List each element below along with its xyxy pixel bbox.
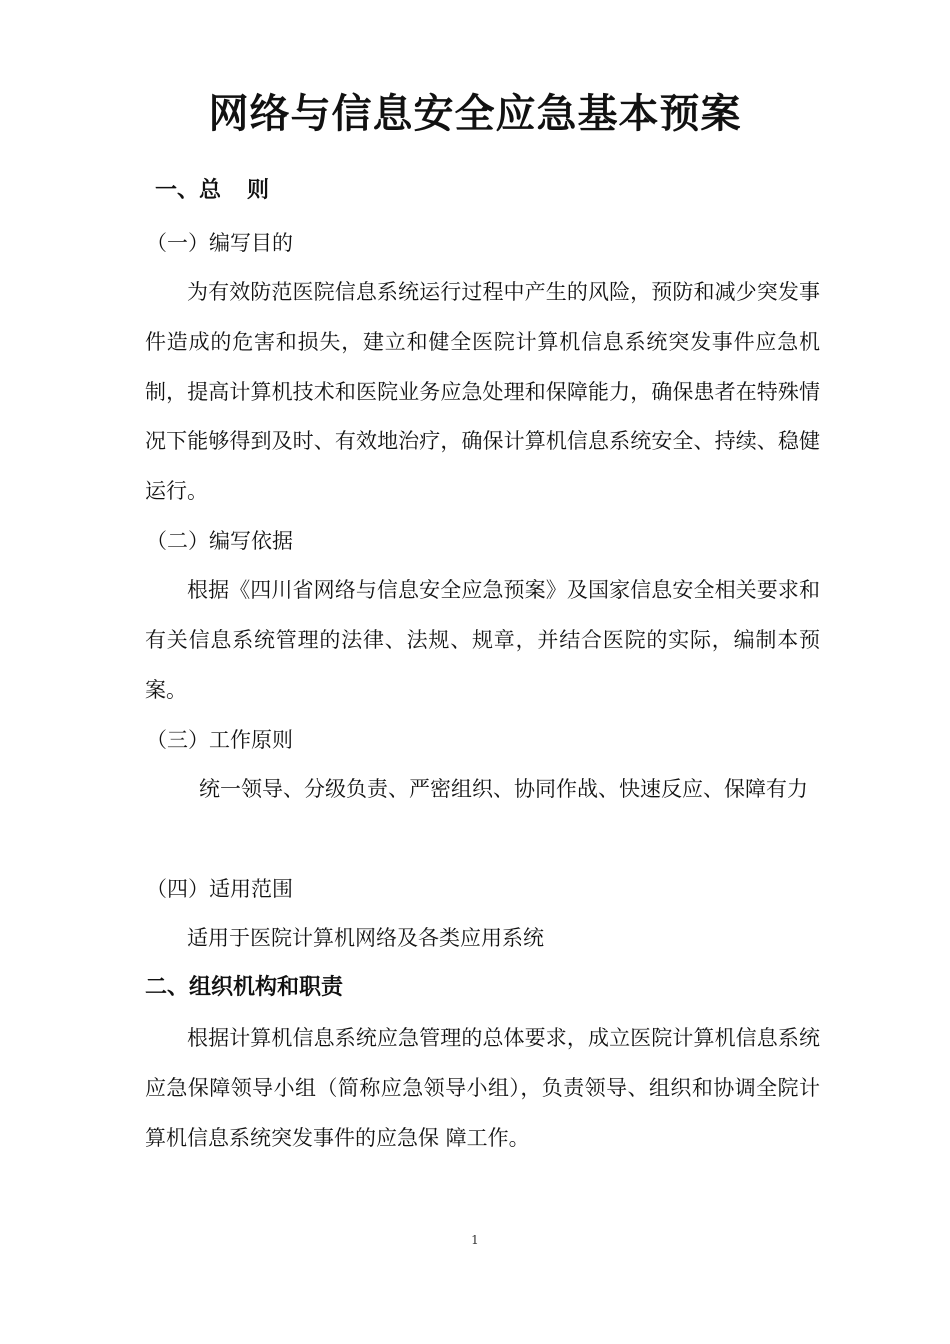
- subheading-purpose: （一）编写目的: [146, 231, 293, 255]
- paragraph-organization: 根据计算机信息系统应急管理的总体要求，成立医院计算机信息系统应急保障领导小组（简称应急领导小组），负责领导、组织和协调全院计算机信息系统突发事件的应急保 障工作。: [145, 1026, 820, 1150]
- section-heading-organization: 二、组织机构和职责: [145, 975, 344, 1000]
- paragraph-principles: 统一领导、分级负责、严密组织、协同作战、快速反应、保障有力: [199, 777, 808, 801]
- subheading-principles: （三）工作原则: [146, 728, 293, 752]
- section-heading-general-part2: 则: [247, 178, 270, 203]
- paragraph-purpose: 为有效防范医院信息系统运行过程中产生的风险，预防和减少突发事件造成的危害和损失，建立和健全医院计算机信息系统突发事件应急机制，提高计算机技术和医院业务应急处理和保障能力，确保患者在特殊情况下能够得到及时、有效地治疗，确保计算机信息系统安全、持续、稳健运行。: [145, 280, 820, 504]
- document-title: 网络与信息安全应急基本预案: [208, 91, 742, 137]
- paragraph-basis: 根据《四川省网络与信息安全应急预案》及国家信息安全相关要求和有关信息系统管理的法律、法规、规章，并结合医院的实际，编制本预案。: [145, 578, 820, 702]
- page-number: 1: [471, 1233, 479, 1247]
- section-heading-general: [155, 176, 269, 206]
- subheading-basis: （二）编写依据: [146, 529, 293, 553]
- section-heading-general-part1: 一、总: [155, 178, 222, 203]
- subheading-scope: （四）适用范围: [146, 877, 293, 901]
- paragraph-scope: 适用于医院计算机网络及各类应用系统: [187, 926, 544, 950]
